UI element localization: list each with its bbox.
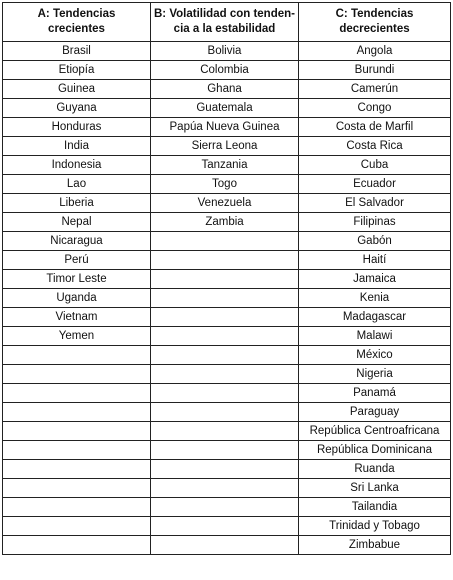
cell-c: Zimbabue: [299, 536, 451, 555]
cell-a: Honduras: [3, 118, 151, 137]
table-row: [3, 365, 451, 384]
country-trends-table: [2, 2, 451, 555]
header-row: [3, 3, 451, 42]
cell-b: Zambia: [151, 213, 299, 232]
cell-c: Filipinas: [299, 213, 451, 232]
table-row: [3, 232, 451, 251]
cell-b: Papúa Nueva Guinea: [151, 118, 299, 137]
table-row: [3, 80, 451, 99]
cell-b: [151, 270, 299, 289]
header-a-line1: A: Tendencias: [37, 8, 116, 20]
cell-b: [151, 346, 299, 365]
table-row: [3, 422, 451, 441]
cell-a: Guyana: [3, 99, 151, 118]
cell-a: [3, 460, 151, 479]
table-row: [3, 308, 451, 327]
table-row: [3, 289, 451, 308]
cell-b: [151, 536, 299, 555]
header-b: [151, 3, 299, 42]
table-row: [3, 460, 451, 479]
header-a: [3, 3, 151, 42]
cell-a: Vietnam: [3, 308, 151, 327]
cell-b: Guatemala: [151, 99, 299, 118]
table-row: [3, 498, 451, 517]
cell-c: Costa Rica: [299, 137, 451, 156]
table-row: [3, 479, 451, 498]
cell-a: Nepal: [3, 213, 151, 232]
cell-c: Jamaica: [299, 270, 451, 289]
table-row: [3, 99, 451, 118]
table-row: [3, 536, 451, 555]
cell-a: [3, 365, 151, 384]
table-row: [3, 251, 451, 270]
cell-c: El Salvador: [299, 194, 451, 213]
cell-b: Venezuela: [151, 194, 299, 213]
cell-b: [151, 308, 299, 327]
cell-b: Tanzania: [151, 156, 299, 175]
cell-c: Paraguay: [299, 403, 451, 422]
cell-a: India: [3, 137, 151, 156]
table-row: [3, 327, 451, 346]
table-row: [3, 194, 451, 213]
cell-c: Tailandia: [299, 498, 451, 517]
cell-a: [3, 441, 151, 460]
cell-c: Kenia: [299, 289, 451, 308]
table-row: [3, 61, 451, 80]
cell-a: [3, 536, 151, 555]
cell-c: Gabón: [299, 232, 451, 251]
cell-a: Lao: [3, 175, 151, 194]
table-row: [3, 156, 451, 175]
cell-b: Bolivia: [151, 42, 299, 61]
table-row: [3, 270, 451, 289]
cell-a: [3, 346, 151, 365]
cell-a: Brasil: [3, 42, 151, 61]
header-a-line2: crecientes: [48, 23, 105, 35]
cell-b: Togo: [151, 175, 299, 194]
cell-c: Malawi: [299, 327, 451, 346]
cell-b: [151, 460, 299, 479]
cell-c: Cuba: [299, 156, 451, 175]
cell-a: Uganda: [3, 289, 151, 308]
cell-c: Nigeria: [299, 365, 451, 384]
table-row: [3, 517, 451, 536]
table-row: [3, 42, 451, 61]
cell-a: [3, 498, 151, 517]
cell-a: Yemen: [3, 327, 151, 346]
cell-b: Colombia: [151, 61, 299, 80]
cell-c: Trinidad y Tobago: [299, 517, 451, 536]
cell-b: [151, 251, 299, 270]
table-row: [3, 137, 451, 156]
cell-b: [151, 498, 299, 517]
cell-c: Ecuador: [299, 175, 451, 194]
table-row: [3, 213, 451, 232]
cell-b: [151, 422, 299, 441]
cell-a: Timor Leste: [3, 270, 151, 289]
cell-b: [151, 327, 299, 346]
cell-c: Congo: [299, 99, 451, 118]
table-row: [3, 346, 451, 365]
cell-b: [151, 441, 299, 460]
cell-b: Ghana: [151, 80, 299, 99]
cell-c: Ruanda: [299, 460, 451, 479]
cell-a: Perú: [3, 251, 151, 270]
header-c: [299, 3, 451, 42]
cell-b: [151, 232, 299, 251]
cell-b: [151, 384, 299, 403]
cell-c: Burundi: [299, 61, 451, 80]
table-row: [3, 384, 451, 403]
cell-c: México: [299, 346, 451, 365]
cell-c: Camerún: [299, 80, 451, 99]
cell-a: [3, 479, 151, 498]
cell-a: Liberia: [3, 194, 151, 213]
cell-a: [3, 403, 151, 422]
header-b-line2: cia a la estabilidad: [173, 23, 276, 35]
cell-a: [3, 517, 151, 536]
table-row: [3, 118, 451, 137]
header-b-line1: B: Volatilidad con tenden-: [154, 8, 295, 20]
cell-a: Nicaragua: [3, 232, 151, 251]
cell-c: Madagascar: [299, 308, 451, 327]
cell-b: Sierra Leona: [151, 137, 299, 156]
cell-c: Panamá: [299, 384, 451, 403]
cell-a: Guinea: [3, 80, 151, 99]
cell-c: República Dominicana: [299, 441, 451, 460]
table-row: [3, 441, 451, 460]
table-row: [3, 403, 451, 422]
cell-b: [151, 403, 299, 422]
table-body: [3, 42, 451, 555]
cell-c: Angola: [299, 42, 451, 61]
cell-a: Etiopía: [3, 61, 151, 80]
cell-b: [151, 289, 299, 308]
cell-a: [3, 384, 151, 403]
cell-b: [151, 365, 299, 384]
cell-b: [151, 517, 299, 536]
cell-a: [3, 422, 151, 441]
cell-b: [151, 479, 299, 498]
header-c-line1: C: Tendencias decrecientes: [335, 8, 414, 35]
cell-c: Haití: [299, 251, 451, 270]
cell-c: República Centroafricana: [299, 422, 451, 441]
cell-a: Indonesia: [3, 156, 151, 175]
cell-c: Sri Lanka: [299, 479, 451, 498]
cell-c: Costa de Marfil: [299, 118, 451, 137]
table-row: [3, 175, 451, 194]
